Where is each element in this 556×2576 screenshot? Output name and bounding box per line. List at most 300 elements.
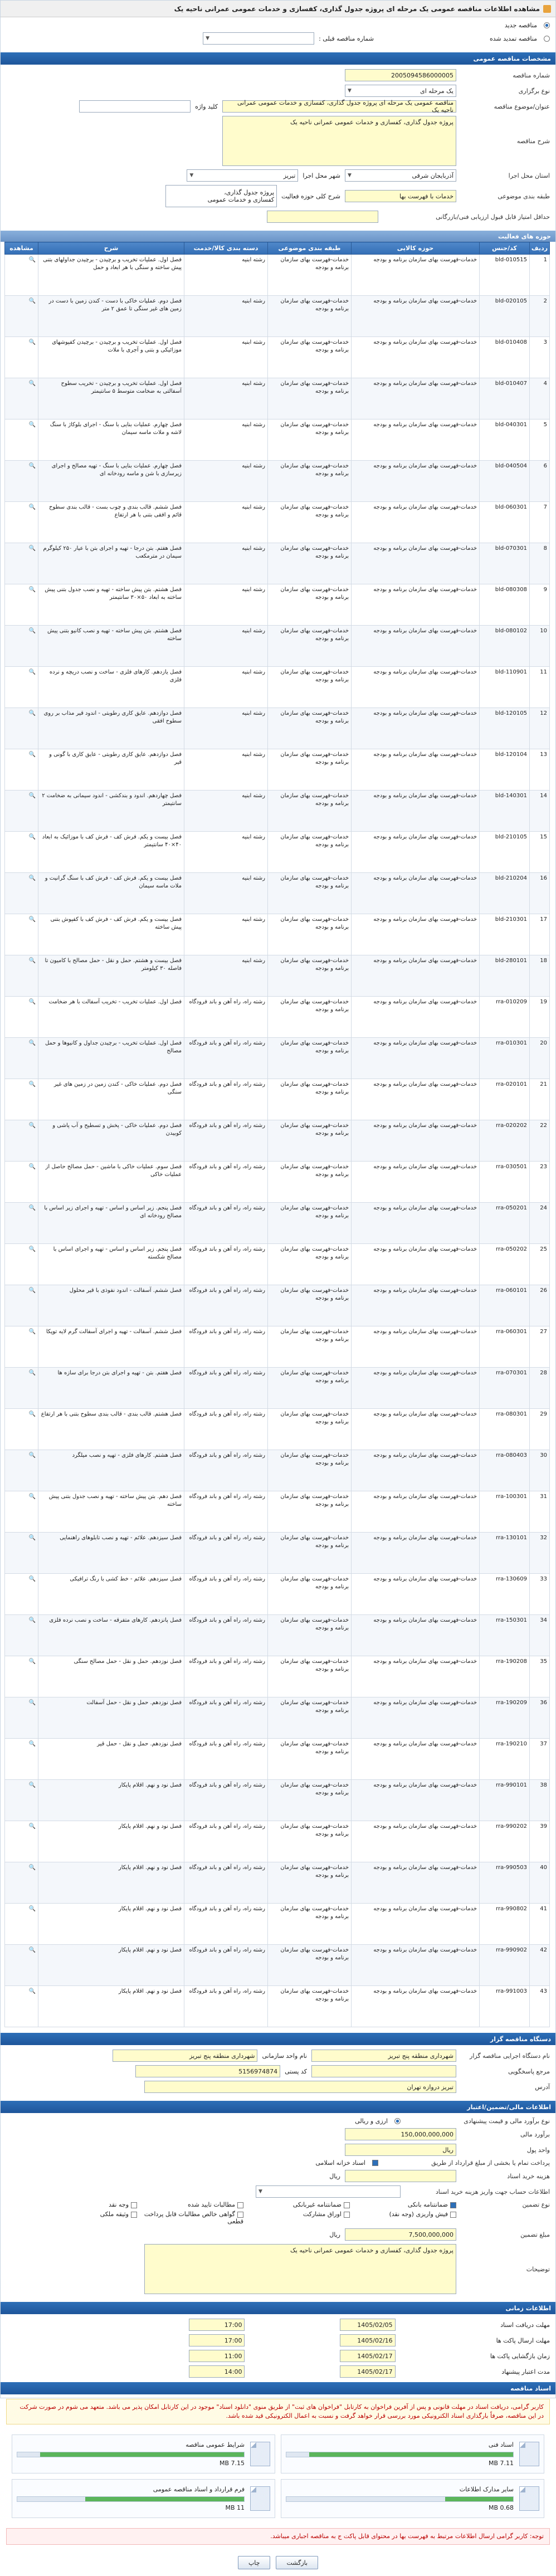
table-row: [5, 1697, 550, 1739]
code-cell: bld-210204: [480, 873, 530, 914]
checkbox[interactable]: [344, 2212, 350, 2218]
magnifier-icon[interactable]: 🔍: [28, 1576, 36, 1582]
code-cell: bld-110901: [480, 667, 530, 708]
guarantee-type-label: نوع تضمین: [522, 2201, 550, 2208]
magnifier-icon[interactable]: 🔍: [28, 463, 36, 469]
magnifier-icon[interactable]: 🔍: [28, 628, 36, 634]
view-cell[interactable]: [5, 832, 38, 873]
sub-time-field[interactable]: 17:00: [189, 2334, 245, 2346]
table-row: [5, 1120, 550, 1162]
area-cell: خدمات-فهرست بهای سازمان برنامه و بودجه: [352, 1409, 480, 1450]
desc-cell: فصل اول. عملیات تخریب و برچیدن - تخریب سطوح آسفالتی به ضخامت متوسط ۵ سانتیمتر: [38, 378, 184, 419]
view-cell[interactable]: [5, 1862, 38, 1904]
class-cell: خدمات-فهرست بهای سازمان برنامه و بودجه: [268, 1986, 352, 2027]
magnifier-icon[interactable]: 🔍: [28, 1782, 36, 1788]
magnifier-icon[interactable]: 🔍: [28, 298, 36, 304]
org-field[interactable]: شهرداری منطقه پنج تبریز: [311, 2050, 456, 2062]
table-row: [5, 1409, 550, 1450]
class-cell: خدمات-فهرست بهای سازمان برنامه و بودجه: [268, 1162, 352, 1203]
table-row: [5, 1079, 550, 1120]
view-cell[interactable]: [5, 1326, 38, 1368]
category-field[interactable]: خدمات با فهرست بها: [345, 190, 456, 202]
code-cell: rra-990503: [480, 1862, 530, 1904]
view-cell[interactable]: [5, 543, 38, 584]
est-type-value: ارزی و ریالی: [355, 2118, 388, 2125]
area-cell: خدمات-فهرست بهای سازمان برنامه و بودجه: [352, 1739, 480, 1780]
code-cell: rra-030501: [480, 1162, 530, 1203]
doc-file[interactable]: [281, 2479, 544, 2518]
file-icon: [250, 2486, 270, 2511]
class-cell: خدمات-فهرست بهای سازمان برنامه و بودجه: [268, 708, 352, 749]
desc-cell: فصل هشتم. بتن پیش ساخته - تهیه و نصب کانیو بتنی پیش ساخته: [38, 626, 184, 667]
category-cell: رشته ابنیه: [184, 667, 268, 708]
view-cell[interactable]: [5, 1986, 38, 2027]
activity-table: [4, 242, 550, 2027]
resp-field[interactable]: [311, 2065, 456, 2077]
desc-cell: فصل نود و نهم. اقلام پایکار: [38, 1780, 184, 1821]
subject-label: عنوان/موضوع مناقصه: [494, 103, 550, 110]
items-list-item: کفسازی و خدمات عمومی: [207, 196, 275, 203]
table-row: [5, 997, 550, 1038]
est-type-radio[interactable]: [394, 2118, 401, 2124]
area-cell: خدمات-فهرست بهای سازمان برنامه و بودجه: [352, 1862, 480, 1904]
doc-price-field[interactable]: [345, 2170, 456, 2182]
magnifier-icon[interactable]: 🔍: [28, 1287, 36, 1294]
magnifier-icon[interactable]: 🔍: [28, 999, 36, 1005]
view-cell[interactable]: [5, 1244, 38, 1285]
view-cell[interactable]: [5, 873, 38, 914]
tender-type-value: یک مرحله ای: [420, 87, 453, 95]
location-row: [6, 169, 550, 182]
est-field[interactable]: 150,000,000,000: [345, 2128, 456, 2140]
area-cell: خدمات-فهرست بهای سازمان برنامه و بودجه: [352, 1533, 480, 1574]
view-cell[interactable]: [5, 255, 38, 296]
guarantee-option-label: ضمانتنامه غیربانکی: [292, 2201, 342, 2208]
category-cell: رشته راه، راه آهن و باند فرودگاه: [184, 1780, 268, 1821]
table-row: [5, 1574, 550, 1615]
magnifier-icon[interactable]: 🔍: [28, 958, 36, 964]
view-cell[interactable]: [5, 1079, 38, 1120]
guarantee-amount-row: [6, 2228, 550, 2241]
table-row: [5, 1450, 550, 1491]
dates-grid: [1, 2314, 555, 2382]
magnifier-icon[interactable]: 🔍: [28, 1411, 36, 1417]
tender-number-field[interactable]: 2005094586000005: [345, 69, 456, 81]
acct-row: [6, 2185, 550, 2198]
view-cell[interactable]: [5, 1203, 38, 1244]
view-cell[interactable]: [5, 1656, 38, 1697]
category-cell: رشته ابنیه: [184, 914, 268, 955]
new-tender-radio[interactable]: [544, 22, 550, 28]
desc-cell: فصل چهارم. عملیات بنایی با سنگ - تهیه مصالح و اجرای زیرسازی با شن و ماسه رودخانه ای: [38, 461, 184, 502]
magnifier-icon[interactable]: 🔍: [28, 339, 36, 345]
checkbox[interactable]: [131, 2212, 137, 2218]
pub-date-field[interactable]: 1405/02/05: [340, 2319, 396, 2331]
view-cell[interactable]: [5, 337, 38, 378]
category-cell: رشته راه، راه آهن و باند فرودگاه: [184, 1162, 268, 1203]
city-select[interactable]: [187, 169, 298, 182]
row-index: 31: [530, 1491, 550, 1533]
magnifier-icon[interactable]: 🔍: [28, 752, 36, 758]
area-cell: خدمات-فهرست بهای سازمان برنامه و بودجه: [352, 1203, 480, 1244]
magnifier-icon[interactable]: 🔍: [28, 1906, 36, 1912]
code-cell: bld-120105: [480, 708, 530, 749]
code-cell: rra-020101: [480, 1079, 530, 1120]
category-cell: رشته راه، راه آهن و باند فرودگاه: [184, 1739, 268, 1780]
guarantee-option[interactable]: [139, 2201, 243, 2208]
desc-cell: فصل بیست و یکم. فرش کف - فرش کف با سنگ گرانیت و ملات ماسه سیمان: [38, 873, 184, 914]
subject-field[interactable]: مناقصه عمومی یک مرحله ای پروژه جدول گذاری، کفسازی و خدمات عمومی عمرانی ناحیه یک: [222, 100, 456, 113]
table-row: [5, 1739, 550, 1780]
magnifier-icon[interactable]: 🔍: [28, 1246, 36, 1252]
doc-file[interactable]: [12, 2479, 275, 2518]
currency-field[interactable]: ریال: [345, 2144, 456, 2156]
doc-meta: [286, 2441, 514, 2467]
magnifier-icon[interactable]: 🔍: [28, 504, 36, 510]
magnifier-icon[interactable]: 🔍: [28, 834, 36, 840]
table-row: [5, 1285, 550, 1326]
file-icon: [519, 2442, 539, 2466]
code-cell: rra-990101: [480, 1780, 530, 1821]
table-row: [5, 1162, 550, 1203]
magnifier-icon[interactable]: 🔍: [28, 1741, 36, 1747]
code-cell: rra-100301: [480, 1491, 530, 1533]
row-index: 42: [530, 1945, 550, 1986]
checkbox[interactable]: [237, 2202, 243, 2208]
view-cell[interactable]: [5, 1697, 38, 1739]
category-cell: رشته ابنیه: [184, 502, 268, 543]
open-date-field[interactable]: 1405/02/17: [340, 2350, 396, 2362]
view-cell[interactable]: [5, 1409, 38, 1450]
desc-cell: فصل هشتم. کارهای فلزی - تهیه و نصب میلگرد: [38, 1450, 184, 1491]
view-cell[interactable]: [5, 378, 38, 419]
area-cell: خدمات-فهرست بهای سازمان برنامه و بودجه: [352, 1945, 480, 1986]
desc-cell: فصل نود و نهم. اقلام پایکار: [38, 1904, 184, 1945]
class-cell: خدمات-فهرست بهای سازمان برنامه و بودجه: [268, 1780, 352, 1821]
class-cell: خدمات-فهرست بهای سازمان برنامه و بودجه: [268, 1038, 352, 1079]
table-row: [5, 832, 550, 873]
prev-tender-label: شماره مناقصه قبلی :: [319, 35, 374, 42]
column-header: کد/جنس: [480, 242, 530, 255]
class-cell: خدمات-فهرست بهای سازمان برنامه و بودجه: [268, 1904, 352, 1945]
view-cell[interactable]: [5, 1450, 38, 1491]
pub-date-label: مهلت دریافت اسناد: [500, 2321, 550, 2329]
docs-section-header: اسناد مناقصه: [1, 2382, 555, 2394]
area-cell: خدمات-فهرست بهای سازمان برنامه و بودجه: [352, 1162, 480, 1203]
magnifier-icon[interactable]: 🔍: [28, 669, 36, 675]
code-cell: rra-060301: [480, 1326, 530, 1368]
code-cell: rra-050202: [480, 1244, 530, 1285]
view-cell[interactable]: [5, 749, 38, 791]
checkbox[interactable]: [450, 2202, 456, 2208]
category-cell: رشته راه، راه آهن و باند فرودگاه: [184, 1285, 268, 1326]
tender-type-block: [1, 17, 555, 52]
magnifier-icon[interactable]: 🔍: [28, 1617, 36, 1623]
row-index: 15: [530, 832, 550, 873]
magnifier-icon[interactable]: 🔍: [28, 1700, 36, 1706]
doc-meta: [286, 2486, 514, 2511]
row-index: 32: [530, 1533, 550, 1574]
magnifier-icon[interactable]: 🔍: [28, 1865, 36, 1871]
magnifier-icon[interactable]: 🔍: [28, 1494, 36, 1500]
view-cell[interactable]: [5, 1945, 38, 1986]
class-cell: خدمات-فهرست بهای سازمان برنامه و بودجه: [268, 626, 352, 667]
view-cell[interactable]: [5, 502, 38, 543]
table-row: [5, 543, 550, 584]
row-index: 13: [530, 749, 550, 791]
back-button[interactable]: بازگشت: [276, 2556, 318, 2569]
column-header: مشاهده: [5, 242, 38, 255]
view-cell[interactable]: [5, 708, 38, 749]
extended-tender-radio[interactable]: [544, 36, 550, 42]
magnifier-icon[interactable]: 🔍: [28, 1081, 36, 1087]
class-cell: خدمات-فهرست بهای سازمان برنامه و بودجه: [268, 1697, 352, 1739]
area-cell: خدمات-فهرست بهای سازمان برنامه و بودجه: [352, 997, 480, 1038]
progress-bar: [286, 2496, 514, 2502]
view-cell[interactable]: [5, 1615, 38, 1656]
guarantee-option[interactable]: [246, 2201, 350, 2208]
area-cell: خدمات-فهرست بهای سازمان برنامه و بودجه: [352, 1491, 480, 1533]
table-row: [5, 1821, 550, 1862]
valid-time-field[interactable]: 14:00: [189, 2365, 245, 2378]
postal-label: کد پستی: [285, 2067, 307, 2075]
keyword-field[interactable]: [79, 100, 191, 113]
general-section-header: مشخصات مناقصه عمومی: [1, 52, 555, 65]
table-row: [5, 1615, 550, 1656]
desc-cell: فصل هفتم. بتن درجا - تهیه و اجرای بتن با عیار ۲۵۰ کیلوگرم سیمان در مترمکعب: [38, 543, 184, 584]
magnifier-icon[interactable]: 🔍: [28, 1164, 36, 1170]
checkbox[interactable]: [450, 2212, 456, 2218]
province-select[interactable]: [345, 169, 456, 182]
guarantee-option[interactable]: [33, 2211, 137, 2225]
view-cell[interactable]: [5, 461, 38, 502]
class-cell: خدمات-فهرست بهای سازمان برنامه و بودجه: [268, 1945, 352, 1986]
view-cell[interactable]: [5, 955, 38, 997]
desc-cell: فصل اول. عملیات تخریب - برچیدن جداول و کانیوها و حمل مصالح: [38, 1038, 184, 1079]
view-cell[interactable]: [5, 1780, 38, 1821]
open-time-field[interactable]: 11:00: [189, 2350, 245, 2362]
view-cell[interactable]: [5, 914, 38, 955]
class-cell: خدمات-فهرست بهای سازمان برنامه و بودجه: [268, 1533, 352, 1574]
magnifier-icon[interactable]: 🔍: [28, 793, 36, 799]
view-cell[interactable]: [5, 1904, 38, 1945]
view-cell[interactable]: [5, 997, 38, 1038]
checkbox[interactable]: [131, 2202, 137, 2208]
view-cell[interactable]: [5, 1368, 38, 1409]
code-cell: rra-020202: [480, 1120, 530, 1162]
area-cell: خدمات-فهرست بهای سازمان برنامه و بودجه: [352, 378, 480, 419]
print-button[interactable]: چاپ: [238, 2556, 271, 2569]
view-cell[interactable]: [5, 1491, 38, 1533]
progress-bar: [286, 2452, 514, 2457]
activity-section-header: حوزه های فعالیت: [1, 231, 555, 242]
category-cell: رشته ابنیه: [184, 708, 268, 749]
table-row: [5, 1945, 550, 1986]
min-score-field[interactable]: [267, 211, 378, 223]
doc-file[interactable]: [281, 2434, 544, 2473]
view-cell[interactable]: [5, 1038, 38, 1079]
area-cell: خدمات-فهرست بهای سازمان برنامه و بودجه: [352, 667, 480, 708]
tender-type-select[interactable]: [345, 85, 456, 97]
row-index: 23: [530, 1162, 550, 1203]
code-cell: bld-040504: [480, 461, 530, 502]
code-cell: rra-010301: [480, 1038, 530, 1079]
items-list[interactable]: [165, 185, 277, 207]
checkbox[interactable]: [237, 2212, 243, 2218]
extended-tender-row: [6, 32, 550, 45]
row-index: 30: [530, 1450, 550, 1491]
view-cell[interactable]: [5, 1739, 38, 1780]
magnifier-icon[interactable]: 🔍: [28, 1658, 36, 1665]
view-cell[interactable]: [5, 296, 38, 337]
category-cell: رشته راه، راه آهن و باند فرودگاه: [184, 1326, 268, 1368]
view-cell[interactable]: [5, 1285, 38, 1326]
guarantee-option[interactable]: [352, 2211, 456, 2225]
view-cell[interactable]: [5, 1162, 38, 1203]
category-cell: رشته راه، راه آهن و باند فرودگاه: [184, 1615, 268, 1656]
valid-date-field[interactable]: 1405/02/17: [340, 2365, 396, 2378]
guarantee-option[interactable]: [33, 2201, 137, 2208]
doc-file[interactable]: [12, 2434, 275, 2473]
financial-section-header: اطلاعات مالی/تضمین/اعتبار: [1, 2101, 555, 2113]
magnifier-icon[interactable]: 🔍: [28, 587, 36, 593]
category-cell: رشته ابنیه: [184, 255, 268, 296]
magnifier-icon[interactable]: 🔍: [28, 545, 36, 552]
magnifier-icon[interactable]: 🔍: [28, 1205, 36, 1211]
guarantee-desc-textarea[interactable]: پروژه جدول گذاری، کفسازی و خدمات عمومی عمرانی ناحیه یک: [144, 2244, 456, 2294]
magnifier-icon[interactable]: 🔍: [28, 1452, 36, 1458]
category-cell: رشته راه، راه آهن و باند فرودگاه: [184, 1904, 268, 1945]
class-cell: خدمات-فهرست بهای سازمان برنامه و بودجه: [268, 1450, 352, 1491]
area-cell: خدمات-فهرست بهای سازمان برنامه و بودجه: [352, 1656, 480, 1697]
area-cell: خدمات-فهرست بهای سازمان برنامه و بودجه: [352, 255, 480, 296]
guarantee-option[interactable]: [246, 2211, 350, 2225]
activity-table-header: [5, 242, 550, 255]
checkbox[interactable]: [344, 2202, 350, 2208]
magnifier-icon[interactable]: 🔍: [28, 257, 36, 263]
magnifier-icon[interactable]: 🔍: [28, 1040, 36, 1046]
magnifier-icon[interactable]: 🔍: [28, 875, 36, 881]
view-cell[interactable]: [5, 1533, 38, 1574]
magnifier-icon[interactable]: 🔍: [28, 1823, 36, 1829]
city-label: شهر محل اجرا: [303, 172, 340, 179]
class-cell: خدمات-فهرست بهای سازمان برنامه و بودجه: [268, 1491, 352, 1533]
row-index: 38: [530, 1780, 550, 1821]
view-cell[interactable]: [5, 584, 38, 626]
magnifier-icon[interactable]: 🔍: [28, 916, 36, 923]
code-cell: bld-060301: [480, 502, 530, 543]
guarantee-option-label: اوراق مشارکت: [303, 2211, 342, 2218]
magnifier-icon[interactable]: 🔍: [28, 1123, 36, 1129]
magnifier-icon[interactable]: 🔍: [28, 1535, 36, 1541]
doc-name: فرم قرارداد و اسناد مناقصه عمومی: [153, 2486, 245, 2493]
desc-cell: فصل نود و نهم. اقلام پایکار: [38, 1862, 184, 1904]
magnifier-icon[interactable]: 🔍: [28, 1370, 36, 1376]
desc-cell: فصل دوم. عملیات خاکی - کندن زمین در زمین های غیر سنگی: [38, 1079, 184, 1120]
desc-cell: فصل هفتم. بتن - تهیه و اجرای بتن درجا برای سازه ها: [38, 1368, 184, 1409]
table-row: [5, 584, 550, 626]
doc-meta: [17, 2441, 245, 2467]
currency-label: واحد پول: [526, 2146, 550, 2154]
view-cell[interactable]: [5, 626, 38, 667]
row-index: 7: [530, 502, 550, 543]
guarantee-amount-field[interactable]: 7,500,000,000: [345, 2228, 456, 2241]
unit-field[interactable]: شهرداری منطقه پنج تبریز: [113, 2050, 257, 2062]
column-header: دسته بندی کالا/خدمت: [184, 242, 268, 255]
table-row: [5, 708, 550, 749]
magnifier-icon[interactable]: 🔍: [28, 380, 36, 387]
table-row: [5, 1780, 550, 1821]
code-cell: rra-990902: [480, 1945, 530, 1986]
pay-checkbox[interactable]: [372, 2160, 378, 2166]
view-cell[interactable]: [5, 791, 38, 832]
category-cell: رشته راه، راه آهن و باند فرودگاه: [184, 1574, 268, 1615]
magnifier-icon[interactable]: 🔍: [28, 1947, 36, 1953]
class-cell: خدمات-فهرست بهای سازمان برنامه و بودجه: [268, 1739, 352, 1780]
desc-cell: فصل اول. عملیات تخریب و برچیدن - برچیدن جداولهای بتنی پیش ساخته و سنگی با هر ابعاد و حمل: [38, 255, 184, 296]
pub-time-field[interactable]: 17:00: [189, 2319, 245, 2331]
prev-tender-select[interactable]: [203, 32, 314, 45]
area-cell: خدمات-فهرست بهای سازمان برنامه و بودجه: [352, 626, 480, 667]
sub-date-field[interactable]: 1405/02/16: [340, 2334, 396, 2346]
code-cell: rra-130101: [480, 1533, 530, 1574]
magnifier-icon[interactable]: 🔍: [28, 1988, 36, 1994]
view-cell[interactable]: [5, 667, 38, 708]
extended-tender-label: مناقصه تمدید شده: [489, 35, 537, 42]
area-cell: خدمات-فهرست بهای سازمان برنامه و بودجه: [352, 832, 480, 873]
magnifier-icon[interactable]: 🔍: [28, 710, 36, 716]
code-cell: rra-060101: [480, 1285, 530, 1326]
desc-cell: فصل سوم. عملیات خاکی با ماشین - حمل مصالح حاصل از عملیات خاکی: [38, 1162, 184, 1203]
progress-bar: [17, 2452, 245, 2457]
desc-textarea[interactable]: پروژه جدول گذاری، کفسازی و خدمات عمومی عمرانی ناحیه یک: [222, 116, 456, 166]
row-index: 33: [530, 1574, 550, 1615]
desc-cell: فصل نود و نهم. اقلام پایکار: [38, 1821, 184, 1862]
row-index: 3: [530, 337, 550, 378]
code-cell: bld-040301: [480, 419, 530, 461]
class-cell: خدمات-فهرست بهای سازمان برنامه و بودجه: [268, 832, 352, 873]
magnifier-icon[interactable]: 🔍: [28, 422, 36, 428]
view-cell[interactable]: [5, 1574, 38, 1615]
chevron-down-icon: ▼: [206, 36, 210, 41]
category-cell: رشته راه، راه آهن و باند فرودگاه: [184, 1038, 268, 1079]
table-row: [5, 1038, 550, 1079]
table-row: [5, 955, 550, 997]
desc-cell: فصل چهاردهم. اندود و بندکشی - اندود سیمانی به ضخامت ۲ سانتیمتر: [38, 791, 184, 832]
chevron-down-icon: ▼: [189, 173, 194, 178]
desc-cell: فصل بیست و یکم. فرش کف - فرش کف با موزائیک به ابعاد ۴۰×۴۰ سانتیمتر: [38, 832, 184, 873]
financial-form: [1, 2113, 555, 2302]
acct-select[interactable]: [256, 2185, 401, 2198]
postal-field[interactable]: 5156974874: [135, 2065, 280, 2077]
guarantee-option[interactable]: [352, 2201, 456, 2208]
window-title: مشاهده اطلاعات مناقصه عمومی یک مرحله ای پروژه جدول گذاری، کفسازی و خدمات عمومی عمرانی ناحیه یک: [174, 4, 540, 13]
magnifier-icon[interactable]: 🔍: [28, 1329, 36, 1335]
code-cell: bld-070301: [480, 543, 530, 584]
guarantee-option[interactable]: [139, 2211, 243, 2225]
view-cell[interactable]: [5, 419, 38, 461]
desc-label: شرح مناقصه: [516, 137, 550, 145]
class-cell: خدمات-فهرست بهای سازمان برنامه و بودجه: [268, 791, 352, 832]
category-cell: رشته راه، راه آهن و باند فرودگاه: [184, 1491, 268, 1533]
view-cell[interactable]: [5, 1821, 38, 1862]
row-index: 20: [530, 1038, 550, 1079]
address-field[interactable]: تبریز دروازه تهران: [144, 2081, 456, 2093]
doc-meta: [17, 2486, 245, 2511]
view-cell[interactable]: [5, 1120, 38, 1162]
category-cell: رشته راه، راه آهن و باند فرودگاه: [184, 1821, 268, 1862]
desc-cell: فصل بیست و یکم. فرش کف - فرش کف با کفپوش بتنی پیش ساخته: [38, 914, 184, 955]
